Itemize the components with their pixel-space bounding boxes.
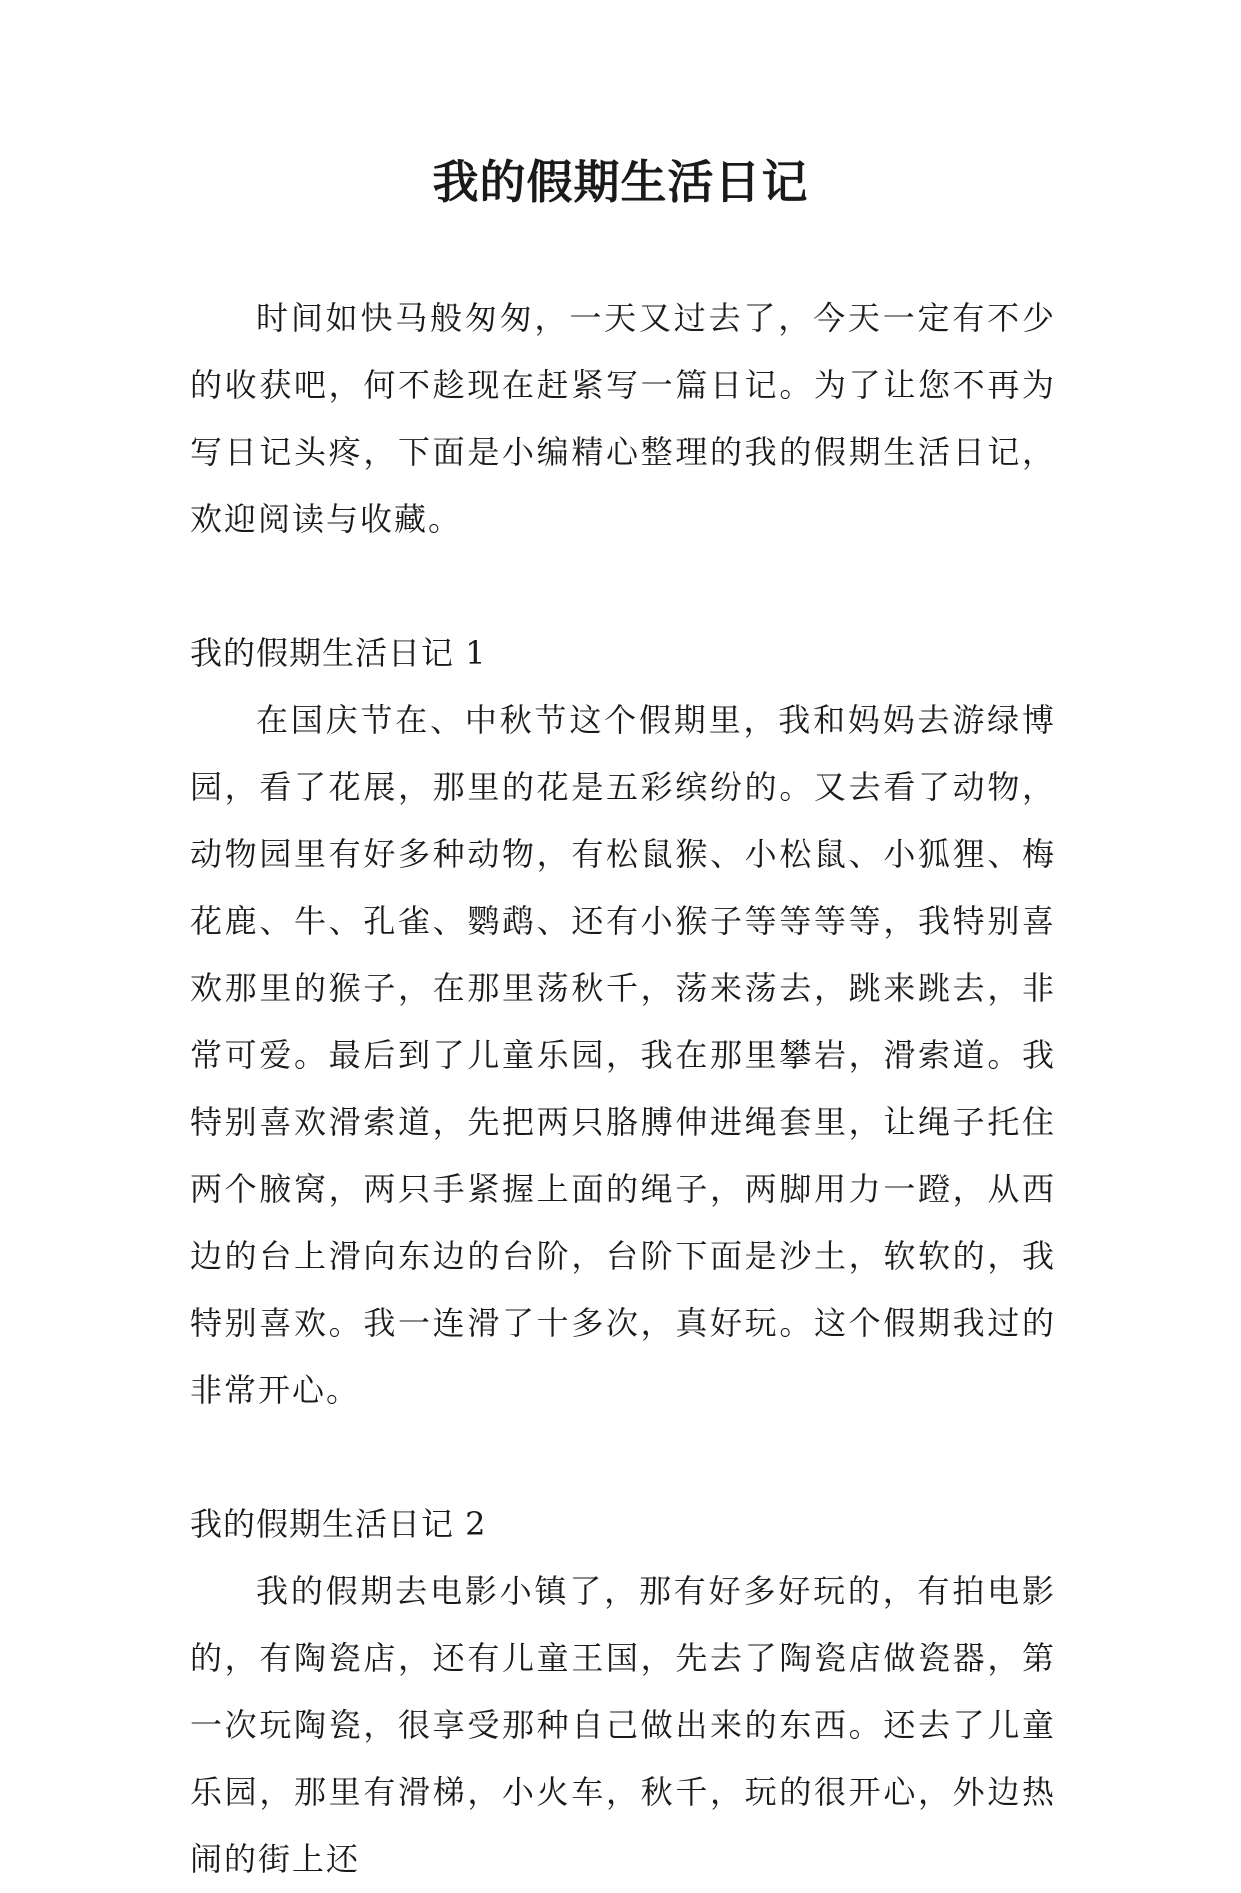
section-heading-1: 我的假期生活日记 1 — [190, 634, 487, 672]
document-title: 我的假期生活日记 — [432, 155, 809, 209]
section-body-2: 我的假期去电影小镇了，那有好多好玩的，有拍电影的，有陶瓷店，还有儿童王国，先去了陶瓷店做瓷器，第一次玩陶瓷，很享受那种自己做出来的东西。还去了儿童乐园，那里有滑梯，小火车，秋千，玩的很开心，外边热闹的街上还 — [190, 1572, 1056, 1878]
intro-paragraph: 时间如快马般匆匆，一天又过去了，今天一定有不少的收获吧，何不趁现在赶紧写一篇日记。为了让您不再为写日记头疼，下面是小编精心整理的我的假期生活日记，欢迎阅读与收藏。 — [190, 299, 1056, 538]
document-body — [190, 285, 1056, 1893]
section-heading-2: 我的假期生活日记 2 — [190, 1505, 487, 1543]
section-body-1: 在国庆节在、中秋节这个假期里，我和妈妈去游绿博园，看了花展，那里的花是五彩缤纷的。又去看了动物，动物园里有好多种动物，有松鼠猴、小松鼠、小狐狸、梅花鹿、牛、孔雀、鹦鹉、还有小猴子等等等等，我特别喜欢那里的猴子，在那里荡秋千，荡来荡去，跳来跳去，非常可爱。最后到了儿童乐园，我在那里攀岩，滑索道。我特别喜欢滑索道，先把两只胳膊伸进绳套里，让绳子托住两个腋窝，两只手紧握上面的绳子，两脚用力一蹬，从西边的台上滑向东边的台阶，台阶下面是沙土，软软的，我特别喜欢。我一连滑了十多次，真好玩。这个假期我过的非常开心。 — [190, 701, 1056, 1409]
